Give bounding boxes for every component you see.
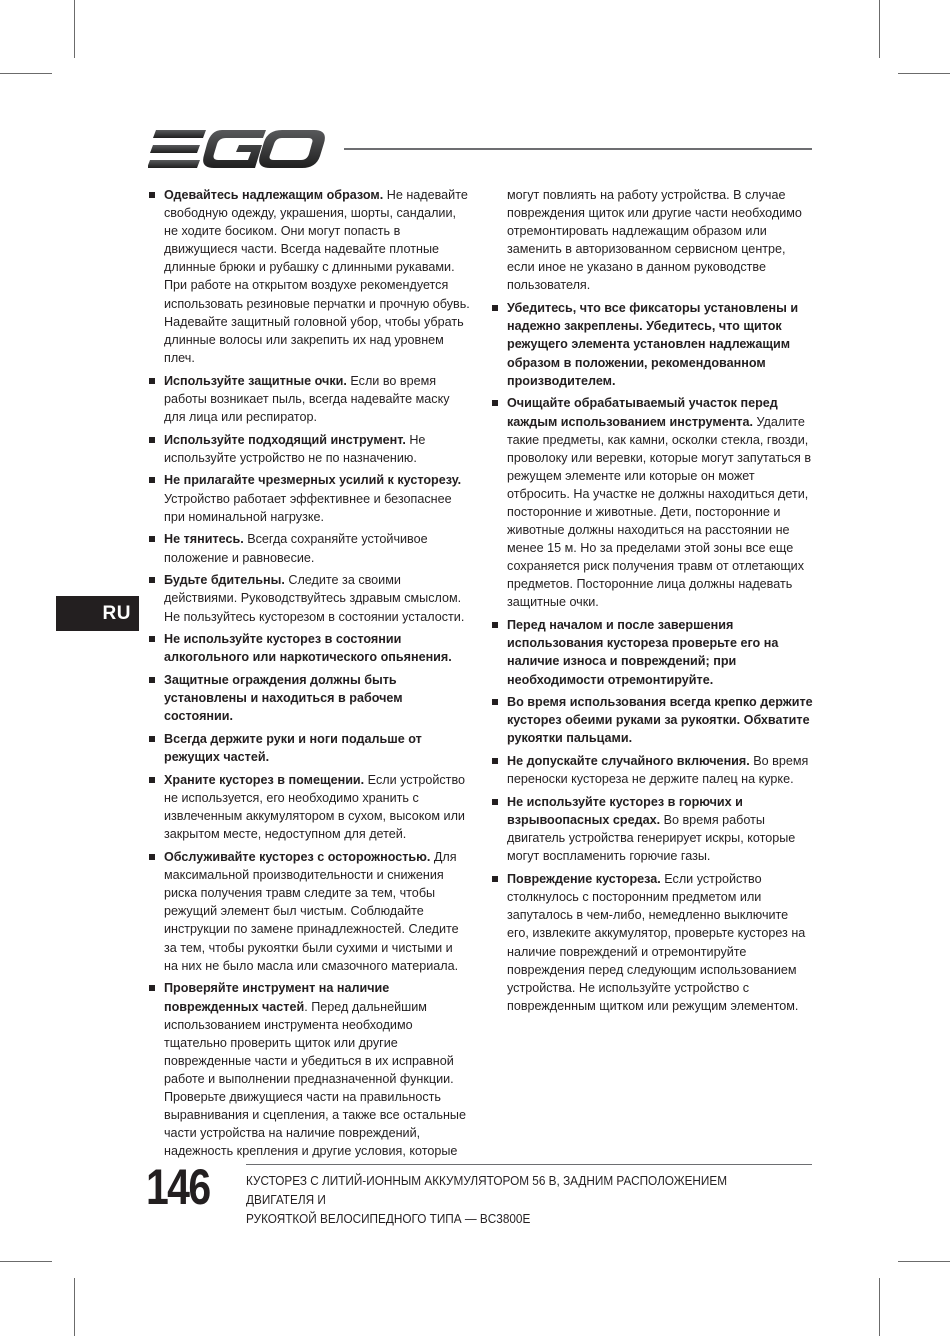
item-text: Следите за своими действиями. Руководствуйтесь здравым смыслом. Не пользуйтесь кусторезом в состоянии усталости. <box>164 573 465 624</box>
item-heading: Не тянитесь. <box>164 532 244 547</box>
bullet-icon <box>492 699 498 705</box>
language-tab: RU <box>56 596 139 631</box>
item-heading: Всегда держите руки и ноги подальше от режущих частей. <box>164 732 422 765</box>
item-text: . Перед дальнейшим использованием инструмента необходимо тщательно проверить щиток или другие поврежденные части и убедиться в их исправной работе и выполнении предназначенной функции. Проверьте движущиеся части на правильность выравнивания и сцепления, а также все остальные части устройства на наличие повреждений, надежность крепления и другие условия, которые <box>164 999 466 1159</box>
item-heading: Повреждение кустореза. <box>507 872 661 887</box>
bullet-icon <box>492 305 498 311</box>
continued-text: могут повлиять на работу устройства. В случае повреждения щиток или другие части необходимо отремонтировать надлежащим образом или заменить в авторизованном сервисном центре, если иное не указано в данном руководстве пользователя. <box>507 188 802 293</box>
crop-mark <box>898 73 950 74</box>
item-heading: Защитные ограждения должны быть установлены и находиться в рабочем состоянии. <box>164 673 403 724</box>
crop-mark <box>898 1261 950 1262</box>
list-item <box>148 372 470 426</box>
item-heading: Не прилагайте чрезмерных усилий к кусторезу. <box>164 473 462 488</box>
item-heading: Обслуживайте кусторез с осторожностью. <box>164 850 431 865</box>
bullet-icon <box>149 477 155 483</box>
item-heading: Будьте бдительны. <box>164 573 285 588</box>
list-item <box>148 186 470 367</box>
item-text: Для максимальной производительности и снижения риска получения травм следите за тем, чтобы режущий элемент был чистым. Соблюдайте инструкции по замене принадлежностей. Следите за тем, чтобы рукоятки были сухими и чистыми и на них не было масла или смазочного материала. <box>164 850 459 973</box>
bullet-icon <box>492 799 498 805</box>
item-heading: Проверяйте инструмент на наличие поврежденных частей <box>164 981 390 1014</box>
list-item <box>148 671 470 725</box>
item-text: Если во время работы возникает пыль, всегда надевайте маску для лица или респиратор. <box>164 373 450 424</box>
item-text: Устройство работает эффективнее и безопаснее при номинальной нагрузке. <box>164 491 452 524</box>
crop-mark <box>879 0 880 58</box>
item-text: Во время работы двигатель устройства генерирует искры, которые могут воспламенить горючие газы. <box>507 813 796 864</box>
item-heading: Перед началом и после завершения использования кустореза проверьте его на наличие износа и повреждений; при необходимости отремонтируйте. <box>507 618 779 687</box>
list-item <box>491 394 813 611</box>
bullet-icon <box>149 577 155 583</box>
ego-logo <box>148 128 326 170</box>
item-text: Всегда сохраняйте устойчивое положение и равновесие. <box>164 532 428 565</box>
footer-title <box>246 1171 798 1228</box>
item-text: Если устройство не используется, его необходимо хранить с извлеченным аккумулятором в сухом, высоком или закрытом месте, недоступном для детей. <box>164 773 466 842</box>
list-item <box>148 630 470 666</box>
bullet-icon <box>492 400 498 406</box>
item-heading: Храните кусторез в помещении. <box>164 773 365 787</box>
list-item <box>148 471 470 525</box>
crop-mark <box>74 0 75 58</box>
bullet-icon <box>492 622 498 628</box>
bullet-icon <box>492 876 498 882</box>
bullet-icon <box>149 192 155 198</box>
footer-rule <box>246 1164 812 1165</box>
list-item <box>148 571 470 625</box>
list-item <box>148 848 470 975</box>
item-text: Не надевайте свободную одежду, украшения, шорты, сандалии, не ходите босиком. Они могут попасть в движущиеся части. Всегда надевайте плотные длинные брюки и рубашку с длинными рукавами. При работе на открытом воздухе рекомендуется использовать резиновые перчатки и прочную обувь. Надевайте защитный головной убор, чтобы убрать длинные волосы или закрепить их над уровнем плеч. <box>164 188 470 365</box>
crop-mark <box>0 73 52 74</box>
bullet-icon <box>149 985 155 991</box>
list-item <box>491 752 813 788</box>
right-column <box>491 186 813 1020</box>
page-number: 146 <box>146 1159 210 1215</box>
bullet-icon <box>149 854 155 860</box>
bullet-icon <box>149 536 155 542</box>
bullet-icon <box>149 378 155 384</box>
list-item <box>491 793 813 865</box>
left-column <box>148 186 470 1165</box>
crop-mark <box>879 1278 880 1336</box>
header-rule <box>344 148 812 150</box>
bullet-icon <box>149 437 155 443</box>
item-text: Если устройство столкнулось с посторонним предметом или запуталось в чем-либо, немедленно выключите его, извлеките аккумулятор, проверьте кусторез на наличие повреждений и отремонтируйте повреждения перед следующим использованием устройства. Не используйте устройство с поврежденным щитком или режущим элементом. <box>507 872 806 1013</box>
list-item <box>148 730 470 766</box>
item-heading: Не используйте кусторез в состоянии алкогольного или наркотического опьянения. <box>164 632 452 665</box>
list-item <box>491 299 813 389</box>
item-heading: Не допускайте случайного включения. <box>507 754 750 769</box>
item-heading: Очищайте обрабатываемый участок перед каждым использованием инструмента. <box>507 396 778 429</box>
bullet-icon <box>492 758 498 764</box>
item-heading: Одевайтесь надлежащим образом. <box>164 188 384 202</box>
list-item <box>491 870 813 1015</box>
list-item <box>491 616 813 688</box>
item-heading: Не используйте кусторез в горючих и взрывоопасных средах. <box>507 795 743 828</box>
footer-title-line: РУКОЯТКОЙ ВЕЛОСИПЕДНОГО ТИПА — BC3800E <box>246 1211 531 1226</box>
item-text: Не используйте устройство не по назначению. <box>164 432 426 465</box>
list-item <box>148 431 470 467</box>
list-item <box>491 693 813 747</box>
item-text: Удалите такие предметы, как камни, осколки стекла, гвозди, проволоку или веревки, которые могут запутаться в режущем элементе или которые он может отбросить. На участке не должны находиться дети, посторонние и животные. Дети, посторонние и животные должны находиться на расстоянии не менее 15 м. Но за пределами этой зоны все еще сохраняется риск получения травм от отлетающих предметов. Посторонние лица должны надевать защитные очки. <box>507 414 812 610</box>
bullet-icon <box>149 677 155 683</box>
list-item <box>148 530 470 566</box>
list-item <box>148 771 470 843</box>
footer-title-line: КУСТОРЕЗ С ЛИТИЙ-ИОННЫМ АККУМУЛЯТОРОМ 56 В, ЗАДНИМ РАСПОЛОЖЕНИЕМ ДВИГАТЕЛЯ И <box>246 1173 728 1207</box>
list-item <box>148 979 470 1160</box>
item-heading: Используйте защитные очки. <box>164 373 347 388</box>
bullet-icon <box>149 636 155 642</box>
item-heading: Используйте подходящий инструмент. <box>164 432 406 447</box>
crop-mark <box>0 1261 52 1262</box>
bullet-icon <box>149 736 155 742</box>
crop-mark <box>74 1278 75 1336</box>
bullet-icon <box>149 777 155 783</box>
item-heading: Убедитесь, что все фиксаторы установлены и надежно закреплены. Убедитесь, что щиток режущего элемента установлен надлежащим образом в положении, рекомендованном производителем. <box>507 301 799 388</box>
item-text: Во время переноски кустореза не держите палец на курке. <box>507 754 809 787</box>
item-heading: Во время использования всегда крепко держите кусторез обеими руками за рукоятки. Обхватите рукоятки пальцами. <box>507 695 813 746</box>
